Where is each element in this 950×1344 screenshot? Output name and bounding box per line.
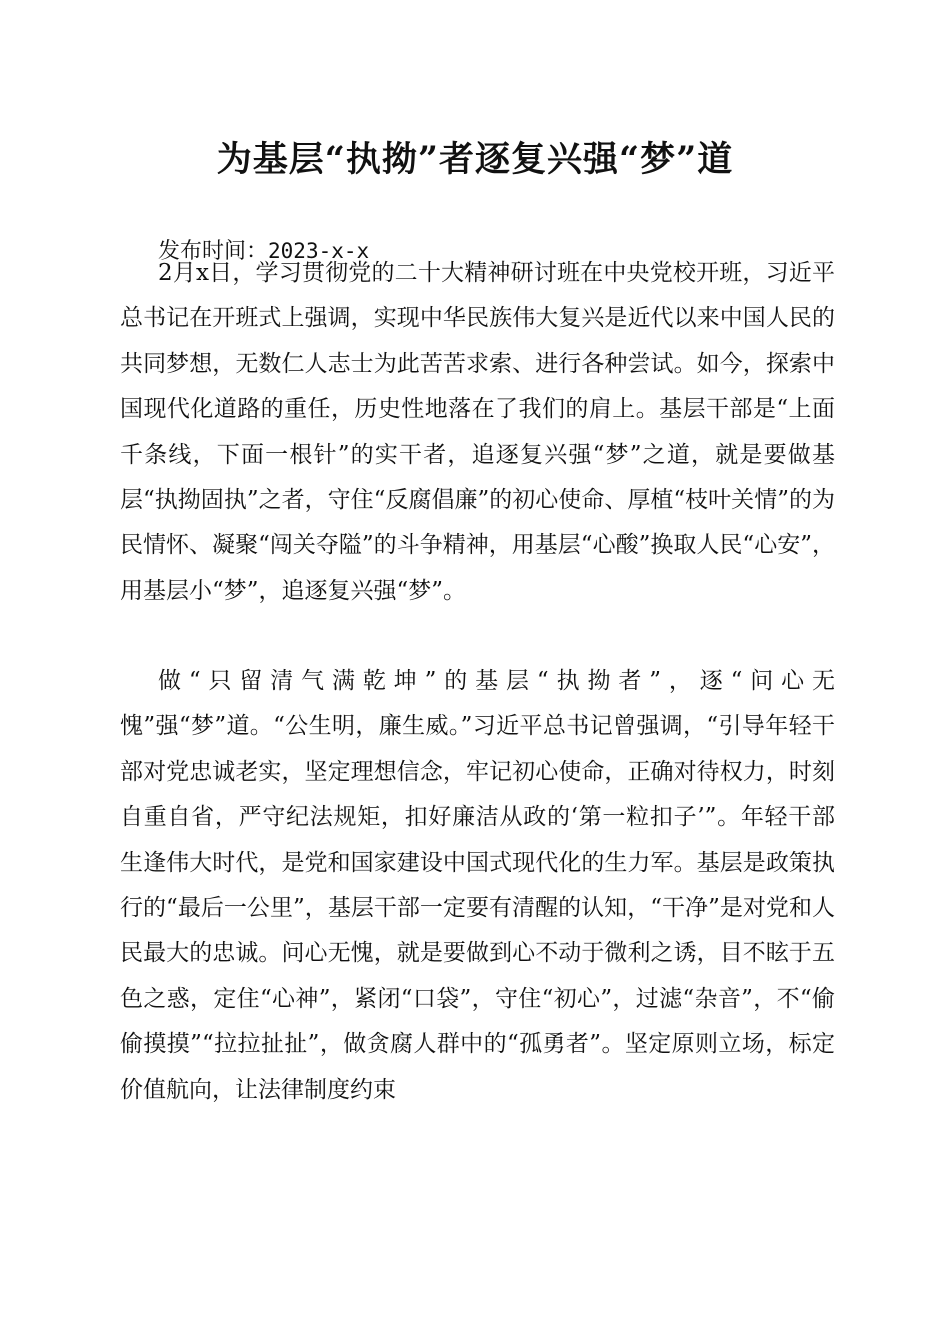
document-title: 为基层“执拗”者逐复兴强“梦”道 xyxy=(216,139,734,180)
publish-time-label: 发布时间： xyxy=(158,239,269,264)
body-paragraph-2: 做“只留清气满乾坤”的基层“执拗者”，逐“问心无愧”强“梦”道。“公生明，廉生威。”习近平总书记曾强调，“引导年轻干部对党忠诚老实，坚定理想信念，牢记初心使命，正确对待权力，时刻自重自省，严守纪法规矩，扣好廉洁从政的‘第一粒扣子’”。年轻干部生逢伟大时代，是党和国家建设中国式现代化的生力军。基层是政策执行的“最后一公里”，基层干部一定要有清醒的认知，“干净”是对党和人民最大的忠诚。问心无愧，就是要做到心不动于微利之诱，目不眩于五色之惑，定住“心神”，紧闭“口袋”，守住“初心”，过滤“杂音”，不“偷偷摸摸”“拉拉扯扯”，做贪腐人群中的“孤勇者”。坚定原则立场，标定价值航向，让法律制度约束 xyxy=(120,668,835,1103)
body-paragraph-1: 2月x日，学习贯彻党的二十大精神研讨班在中央党校开班，习近平总书记在开班式上强调，实现中华民族伟大复兴是近代以来中国人民的共同梦想，无数仁人志士为此苦苦求索、进行各种尝试。如今，探索中国现代化道路的重任，历史性地落在了我们的肩上。基层干部是“上面千条线，下面一根针”的实干者，追逐复兴强“梦”之道，就是要做基层“执拗固执”之者，守住“反腐倡廉”的初心使命、厚植“枝叶关情”的为民情怀、凝聚“闯关夺隘”的斗争精神，用基层“心酸”换取人民“心安”，用基层小“梦”，追逐复兴强“梦”。 xyxy=(120,260,835,604)
publish-time-value: 2023-x-x xyxy=(268,239,370,263)
